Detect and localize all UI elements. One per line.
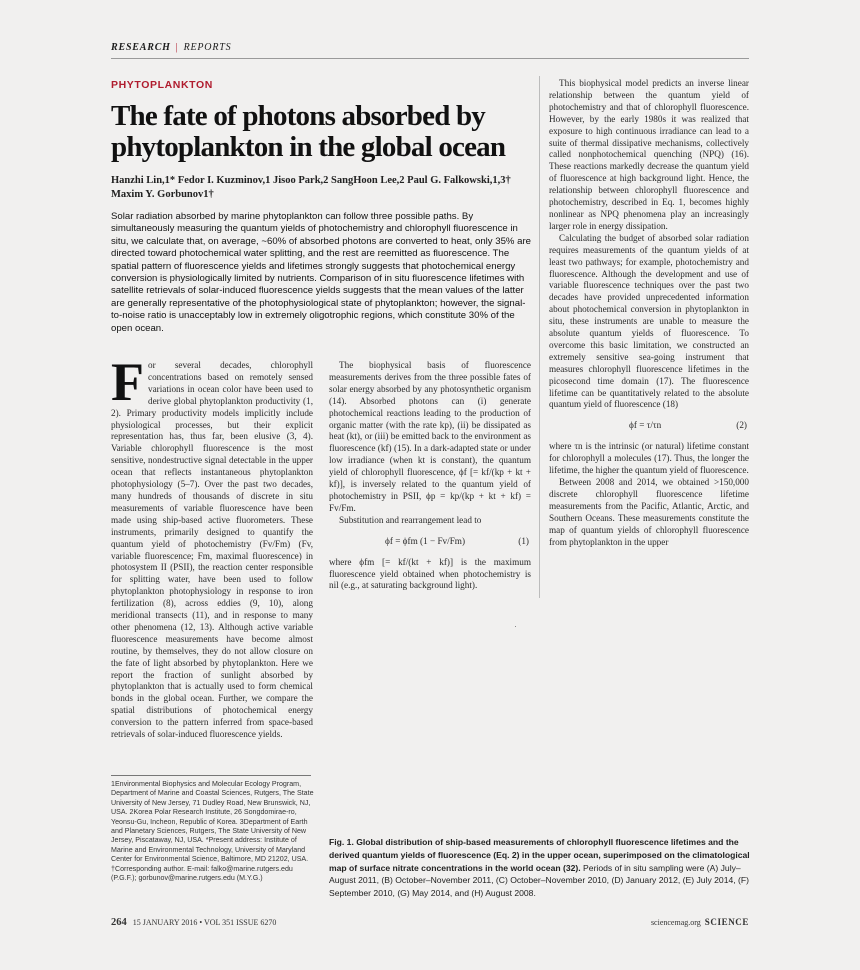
footnote-rule — [111, 775, 311, 776]
body-column-2 — [329, 360, 531, 592]
page-footer — [111, 917, 749, 928]
running-header — [111, 42, 231, 53]
body-column-1 — [111, 352, 313, 741]
paragraph: The biophysical basis of fluorescence measurements derives from the three possible fates of solar energy absorbed by any photosynthetic organism (14). Absorbed photons can (i) generate photochemical reactions leading to the production of organic matter (with the rate kp), (ii) be dissipated as heat (kt), or (iii) be emitted back to the environment as fluorescence (kf) (15). In a dark-adapted state or under low irradiance (when kt is constant), the quantum yield of chlorophyll fluorescence, ϕf [= kf/(kp + kt + kf)], is inversely related to the quantum yield of photochemistry in PSII, ϕp = kp/(kp + kt + kf) = Fv/Fm. — [329, 360, 531, 513]
equation-1 — [329, 536, 531, 548]
equation-number: (2) — [736, 420, 747, 431]
intro-text: or several decades, chlorophyll concentrations based on remotely sensed variations in ocean color have been used to derive global phytoplankton productivity (1, 2). Primary productivity models implicitly include physiological processes, but their explicit representation has, thus far, been elusive (3, 4). Variable chlorophyll fluorescence is the most sensitive, nondestructive signal detectable in the upper ocean that reflects instantaneous phytoplankton photophysiology (5–7). Over the past two decades, many hundreds of thousands of discrete in situ measurements of variable fluorescence have been made using ship-based active fluorometers. These instruments, primarily designed to quantify the quantum yield of photochemistry (Fv/Fm) (Fv, variable fluorescence; Fm, maximal fluorescence) in photosystem II (PSII), the reaction center responsible for splitting water, have been used to follow phytoplankton photophysiology in response to iron fertilization (8), across eddies (9, 10), along meridional transects (11), and in response to many other phenomena (12, 13). Although active variable fluorescence measurements have become almost routine, by themselves, they do not allow closure on the fate of light absorbed by phytoplankton. Here we report the fraction of sunlight absorbed by phytoplankton that is actually used to form chemical bonds in the global ocean. Further, we compare the spatial distributions of photochemical energy conversion to the pattern inferred from space-based retrievals of solar-induced fluorescence yields. — [111, 360, 313, 740]
issue-info: 15 JANUARY 2016 • VOL 351 ISSUE 6270 — [132, 918, 277, 927]
figure-artifact — [515, 626, 516, 627]
equation-number: (1) — [518, 535, 529, 546]
figure-placeholder — [329, 605, 749, 830]
drop-cap: F — [111, 352, 144, 412]
paragraph: Between 2008 and 2014, we obtained >150,000 discrete chlorophyll fluorescence lifetime measurements from the Pacific, Atlantic, Arctic, and Southern Oceans. These measurements constitute the map of quantum yields of chlorophyll fluorescence from phytoplankton in the upper — [549, 477, 749, 547]
caption-lead: Fig. 1. Global distribution of ship-based measurements of chlorophyll fluorescence lifetimes and the derived quantum yields of fluorescence (Eq. 2) in the upper ocean, superimposed on the climatological map of surface nitrate concentrations in the world ocean (32). — [329, 837, 750, 873]
article-kicker: PHYTOPLANKTON — [111, 79, 213, 91]
caption-body: Periods of in situ sampling were (A) July–August 2011, (B) October–November 2011, (C) October–November 2010, (D) January 2012, (E) July 2014, (F) September 2010, (G) May 2014, and (H) August 2008. — [329, 862, 750, 899]
paragraph: This biophysical model predicts an inverse linear relationship between the quantum yield of photochemistry and that of chlorophyll fluorescence. However, by the early 1980s it was realized that exposure to high continuous irradiance can lead to a suite of thermal dissipative mechanisms, collectively called nonphotochemical quenching (NPQ) (16). These reactions markedly decrease the quantum yield of fluorescence at high background light. Hence, the relationship between chlorophyll fluorescence and photochemistry, described in Eq. 1, becomes highly nonlinear as NPQ phenomena play an increasingly larger role in energy dissipation. — [549, 78, 749, 231]
article-title: The fate of photons absorbed by phytoplankton in the global ocean — [111, 100, 506, 163]
paragraph: Substitution and rearrangement lead to — [339, 514, 482, 525]
equation-2 — [549, 420, 749, 432]
paragraph: Calculating the budget of absorbed solar radiation requires measurements of the quantum yields of at least two pathways; for example, photochemistry and fluorescence. Although the development and use of variable fluorescence techniques over the past two decades have provided unprecedented information about photochemical conversion in phytoplankton in situ, these instruments are unable to measure the absolute quantum yields of fluorescence. To overcome this basic limitation, we constructed an extremely sensitive sea-going instrument that measures chlorophyll fluorescence lifetimes in the picosecond time domain (17). The fluorescence lifetime can be quantitatively related to the absolute quantum yield of fluorescence (18) — [549, 232, 749, 410]
column-rule — [539, 76, 540, 598]
equation-text: ϕf = ϕfm (1 − Fv/Fm) — [385, 535, 466, 546]
site-url: sciencemag.org — [650, 918, 701, 927]
subsection-label: REPORTS — [183, 42, 232, 53]
body-column-3 — [549, 78, 749, 548]
affiliations-footnote: 1Environmental Biophysics and Molecular Ecology Program, Department of Marine and Coastal Sciences, Rutgers, The State University of New Jersey, 71 Dudley Road, New Brunswick, NJ, USA. 2Korea Polar Research Institute, 26 Songdomirae-ro, Yeonsu-Gu, Incheon, Republic of Korea. 3Department of Earth and Planetary Sciences, Rutgers, The State University of New Jersey, Piscataway, NJ, USA. *Present address: Institute of Marine and Environmental Technology, University of Maryland Center for Environmental Science, Baltimore, MD 21202, USA. †Corresponding author. E-mail: falko@marine.rutgers.edu (P.G.F.); gorbunov@marine.rutgers.edu (M.Y.G.) — [111, 780, 314, 883]
page-number: 264 — [111, 917, 127, 928]
header-rule — [111, 58, 749, 59]
journal-brand: SCIENCE — [704, 917, 749, 927]
header-separator: | — [175, 42, 179, 53]
figure-caption — [329, 836, 750, 900]
section-label: RESEARCH — [111, 42, 171, 53]
author-list: Hanzhi Lin,1* Fedor I. Kuzminov,1 Jisoo Park,2 SangHoon Lee,2 Paul G. Falkowski,1,3† Maxim Y. Gorbunov1† — [111, 175, 511, 200]
paragraph: where ϕfm [= kf/(kt + kf)] is the maximum fluorescence yield obtained when photochemistry is nil (e.g., at saturating background light). — [329, 556, 531, 591]
equation-text: ϕf = τ/τn — [629, 420, 662, 431]
paragraph: where τn is the intrinsic (or natural) lifetime constant for chlorophyll a molecules (17). Thus, the longer the lifetime, the higher the quantum yield of fluorescence. — [549, 441, 749, 476]
intro-paragraph — [111, 352, 313, 741]
abstract: Solar radiation absorbed by marine phytoplankton can follow three possible paths. By simultaneously measuring the quantum yields of photochemistry and chlorophyll fluorescence in situ, we calculate that, on average, ~60% of absorbed photons are converted to heat, only 35% are directed toward photochemical water splitting, and the rest are reemitted as fluorescence. The spatial pattern of fluorescence yields and lifetimes strongly suggests that photochemical energy conversion is physiologically limited by nutrients. Comparison of in situ fluorescence lifetimes with satellite retrievals of solar-induced fluorescence yields suggests that the mean values of the latter are generally representative of the photophysiological state of phytoplankton; however, the signal-to-noise ratio is unacceptably low in extremely oligotrophic regions, which constitute 30% of the open ocean. — [111, 211, 531, 334]
